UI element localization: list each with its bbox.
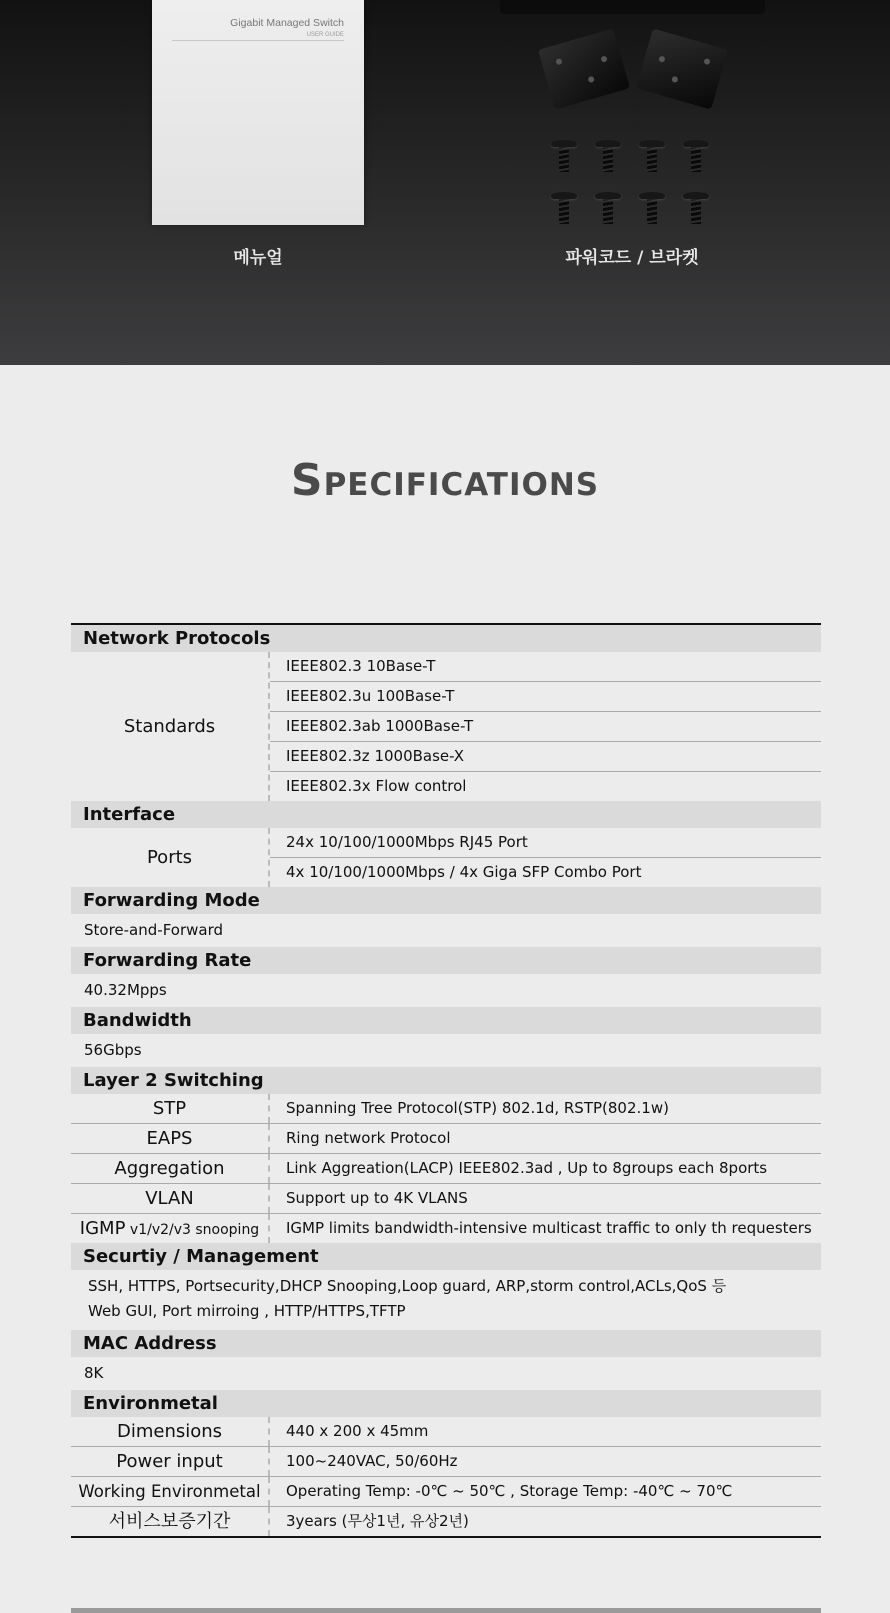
screw-image bbox=[639, 140, 665, 172]
screw-image bbox=[551, 192, 577, 224]
forwarding-mode-value: Store-and-Forward bbox=[84, 921, 224, 939]
standards-group bbox=[71, 652, 821, 801]
screw-image bbox=[683, 192, 709, 224]
bracket-image-left bbox=[538, 28, 630, 109]
section-network-protocols: Network Protocols bbox=[71, 625, 821, 652]
screw-image bbox=[595, 192, 621, 224]
standards-label: Standards bbox=[123, 716, 216, 737]
row-label: VLAN bbox=[145, 1188, 194, 1209]
port-item: 24x 10/100/1000Mbps RJ45 Port bbox=[270, 828, 821, 858]
manual-title: Gigabit Managed Switch bbox=[230, 17, 344, 29]
screw-image bbox=[551, 140, 577, 172]
row-label: 서비스보증기간 bbox=[108, 1511, 231, 1532]
mac-value: 8K bbox=[84, 1364, 104, 1382]
security-line: SSH, HTTPS, Portsecurity,DHCP Snooping,Loop guard, ARP,storm control,ACLs,QoS 등 bbox=[88, 1277, 727, 1295]
row-label: Aggregation bbox=[114, 1158, 225, 1179]
screw-image bbox=[683, 140, 709, 172]
section-environmental: Environmetal bbox=[71, 1390, 821, 1417]
row-label: STP bbox=[152, 1098, 187, 1119]
manual-subtitle: USER GUIDE bbox=[306, 32, 344, 38]
port-item: 4x 10/100/1000Mbps / 4x Giga SFP Combo Port bbox=[286, 863, 642, 881]
row-value: Operating Temp: -0℃ ~ 50℃ , Storage Temp: -40℃ ~ 70℃ bbox=[268, 1477, 821, 1506]
section-security-management: Securtiy / Management bbox=[71, 1243, 821, 1270]
layer2-row-vlan bbox=[71, 1184, 821, 1214]
rack-rail-image bbox=[500, 0, 765, 14]
env-row-working-environmental bbox=[71, 1477, 821, 1507]
spec-table bbox=[71, 623, 821, 1538]
ports-values bbox=[268, 828, 821, 887]
env-row-warranty bbox=[71, 1507, 821, 1536]
layer2-row-igmp bbox=[71, 1214, 821, 1243]
section-layer2-switching: Layer 2 Switching bbox=[71, 1067, 821, 1094]
section-bandwidth: Bandwidth bbox=[71, 1007, 821, 1034]
row-value: Support up to 4K VLANS bbox=[268, 1184, 821, 1213]
manual-caption: 메뉴얼 bbox=[233, 248, 283, 268]
standard-item: IEEE802.3 10Base-T bbox=[270, 652, 821, 682]
screw-image bbox=[595, 140, 621, 172]
section-mac-address: MAC Address bbox=[71, 1330, 821, 1357]
row-value: Ring network Protocol bbox=[268, 1124, 821, 1153]
layer2-row-eaps bbox=[71, 1124, 821, 1154]
manual-booklet-image bbox=[152, 0, 364, 225]
row-value: 100~240VAC, 50/60Hz bbox=[268, 1447, 821, 1476]
layer2-row-aggregation bbox=[71, 1154, 821, 1184]
bracket-image-right bbox=[636, 28, 728, 109]
env-row-dimensions bbox=[71, 1417, 821, 1447]
standard-item: IEEE802.3x Flow control bbox=[286, 777, 467, 795]
layer2-row-stp bbox=[71, 1094, 821, 1124]
standard-item: IEEE802.3z 1000Base-X bbox=[270, 742, 821, 772]
forwarding-rate-value: 40.32Mpps bbox=[84, 981, 167, 999]
section-interface: Interface bbox=[71, 801, 821, 828]
bottom-divider bbox=[71, 1608, 821, 1613]
row-value: 3years (무상1년, 유상2년) bbox=[268, 1507, 821, 1536]
env-row-power-input bbox=[71, 1447, 821, 1477]
accessories-hero bbox=[0, 0, 890, 365]
section-forwarding-rate: Forwarding Rate bbox=[71, 947, 821, 974]
row-value: Spanning Tree Protocol(STP) 802.1d, RSTP(802.1w) bbox=[268, 1094, 821, 1123]
standard-item: IEEE802.3ab 1000Base-T bbox=[270, 712, 821, 742]
row-value: Link Aggreation(LACP) IEEE802.3ad , Up to 8groups each 8ports bbox=[268, 1154, 821, 1183]
bandwidth-value: 56Gbps bbox=[84, 1041, 142, 1059]
igmp-label-suffix: v1/v2/v3 snooping bbox=[125, 1222, 260, 1238]
row-value: IGMP limits bandwidth-intensive multicast traffic to only th requesters bbox=[268, 1214, 821, 1243]
security-values bbox=[71, 1270, 821, 1330]
screw-image bbox=[639, 192, 665, 224]
power-bracket-caption: 파워코드 / 브라켓 bbox=[565, 248, 699, 268]
specifications-heading: Specifications bbox=[290, 455, 600, 506]
standard-item: IEEE802.3u 100Base-T bbox=[270, 682, 821, 712]
igmp-label bbox=[71, 1214, 268, 1243]
manual-divider bbox=[172, 40, 344, 41]
row-label: EAPS bbox=[146, 1128, 193, 1149]
igmp-label-main: IGMP bbox=[79, 1218, 126, 1239]
row-value: 440 x 200 x 45mm bbox=[268, 1417, 821, 1446]
ports-label: Ports bbox=[146, 847, 193, 868]
row-label: Working Environmetal bbox=[78, 1482, 261, 1501]
security-line: Web GUI, Port mirroing , HTTP/HTTPS,TFTP bbox=[88, 1302, 406, 1320]
row-label: Power input bbox=[116, 1451, 223, 1472]
row-label: Dimensions bbox=[116, 1421, 223, 1442]
section-forwarding-mode: Forwarding Mode bbox=[71, 887, 821, 914]
ports-group bbox=[71, 828, 821, 887]
standards-values bbox=[268, 652, 821, 801]
